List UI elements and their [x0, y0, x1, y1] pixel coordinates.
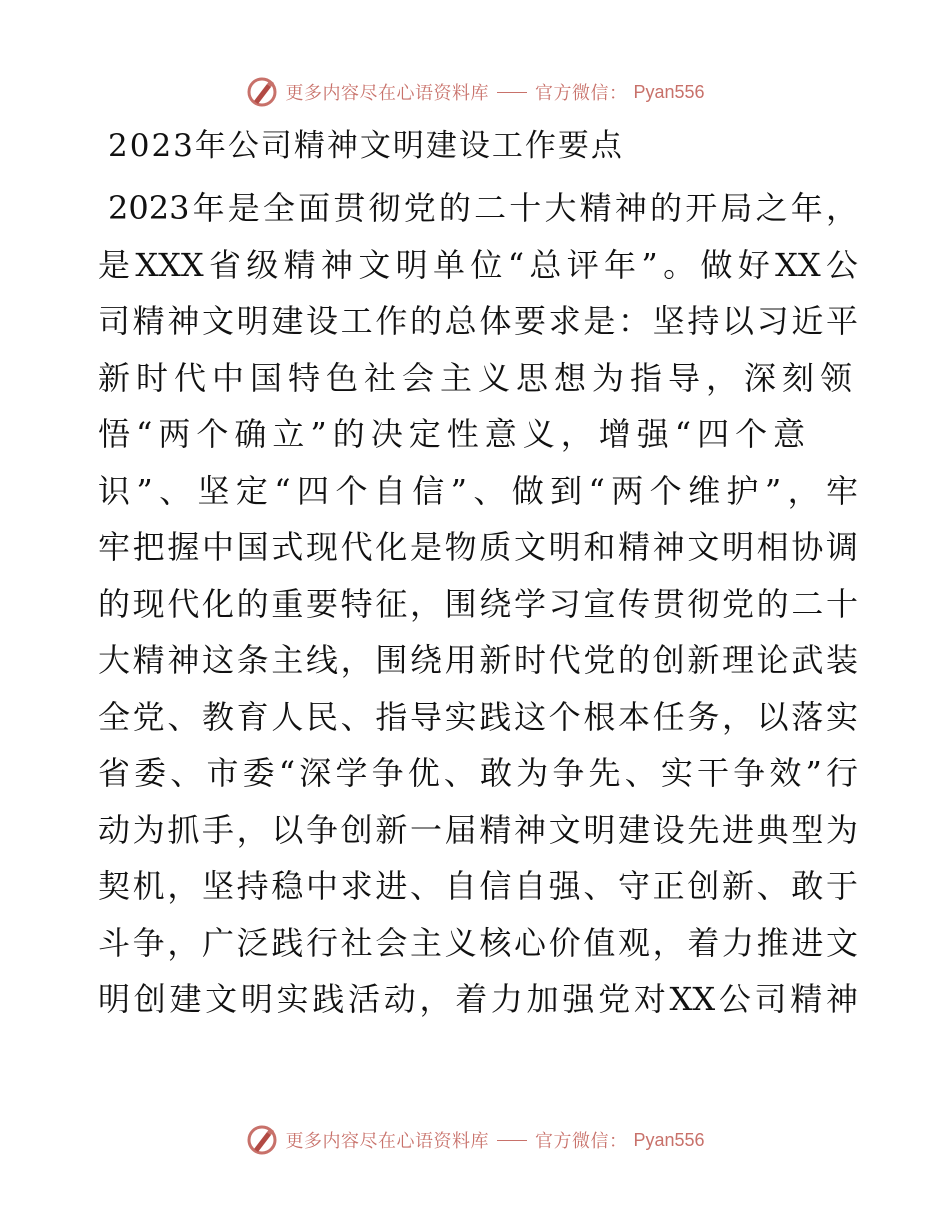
watermark-wechat-label: 官方微信：	[534, 1131, 628, 1152]
body-line: 新时代中国特色社会主义思想为指导，深刻领	[98, 358, 859, 397]
body-line: 司精神文明建设工作的总体要求是：坚持以习近平	[98, 302, 858, 340]
body-line: 契机，坚持稳中求进、自信自强、守正创新、敢于	[98, 867, 858, 905]
body-line: 牢把握中国式现代化是物质文明和精神文明相协调	[98, 528, 858, 566]
body-line: 省委、市委“深学争优、敢为争先、实干争效”行	[98, 754, 858, 792]
body-line: 悟“两个确立”的决定性意义，增强“四个意	[98, 415, 812, 453]
document-title: 2023年公司精神文明建设工作要点	[108, 128, 624, 164]
body-line: 2023年是全面贯彻党的二十大精神的开局之年，	[108, 189, 858, 227]
body-line: 斗争，广泛践行社会主义核心价值观，着力推进文	[98, 923, 858, 962]
watermark-wechat-label: 官方微信：	[534, 83, 628, 104]
header-watermark	[0, 72, 950, 112]
pen-logo-icon	[245, 75, 279, 109]
body-line: 是XXX省级精神文明单位“总评年”。做好XX公	[98, 245, 858, 284]
pen-logo-icon	[245, 1123, 279, 1157]
watermark-dash	[497, 92, 527, 93]
body-line: 大精神这条主线，围绕用新时代党的创新理论武装	[98, 641, 858, 679]
watermark-site-text: 更多内容尽在心语资料库	[285, 83, 489, 104]
body-line: 的现代化的重要特征，围绕学习宣传贯彻党的二十	[98, 584, 858, 623]
watermark-wechat-id: Pyan556	[633, 1129, 705, 1150]
body-line: 全党、教育人民、指导实践这个根本任务，以落实	[98, 697, 858, 736]
watermark-dash	[497, 1140, 527, 1141]
document-body	[98, 180, 858, 1028]
body-line: 识”、坚定“四个自信”、做到“两个维护”，牢	[98, 471, 858, 510]
body-line: 动为抓手，以争创新一届精神文明建设先进典型为	[98, 810, 858, 849]
footer-watermark	[0, 1120, 950, 1160]
watermark-site-text: 更多内容尽在心语资料库	[285, 1131, 489, 1152]
body-line: 明创建文明实践活动，着力加强党对XX公司精神	[98, 980, 858, 1018]
watermark-wechat-id: Pyan556	[633, 81, 705, 102]
